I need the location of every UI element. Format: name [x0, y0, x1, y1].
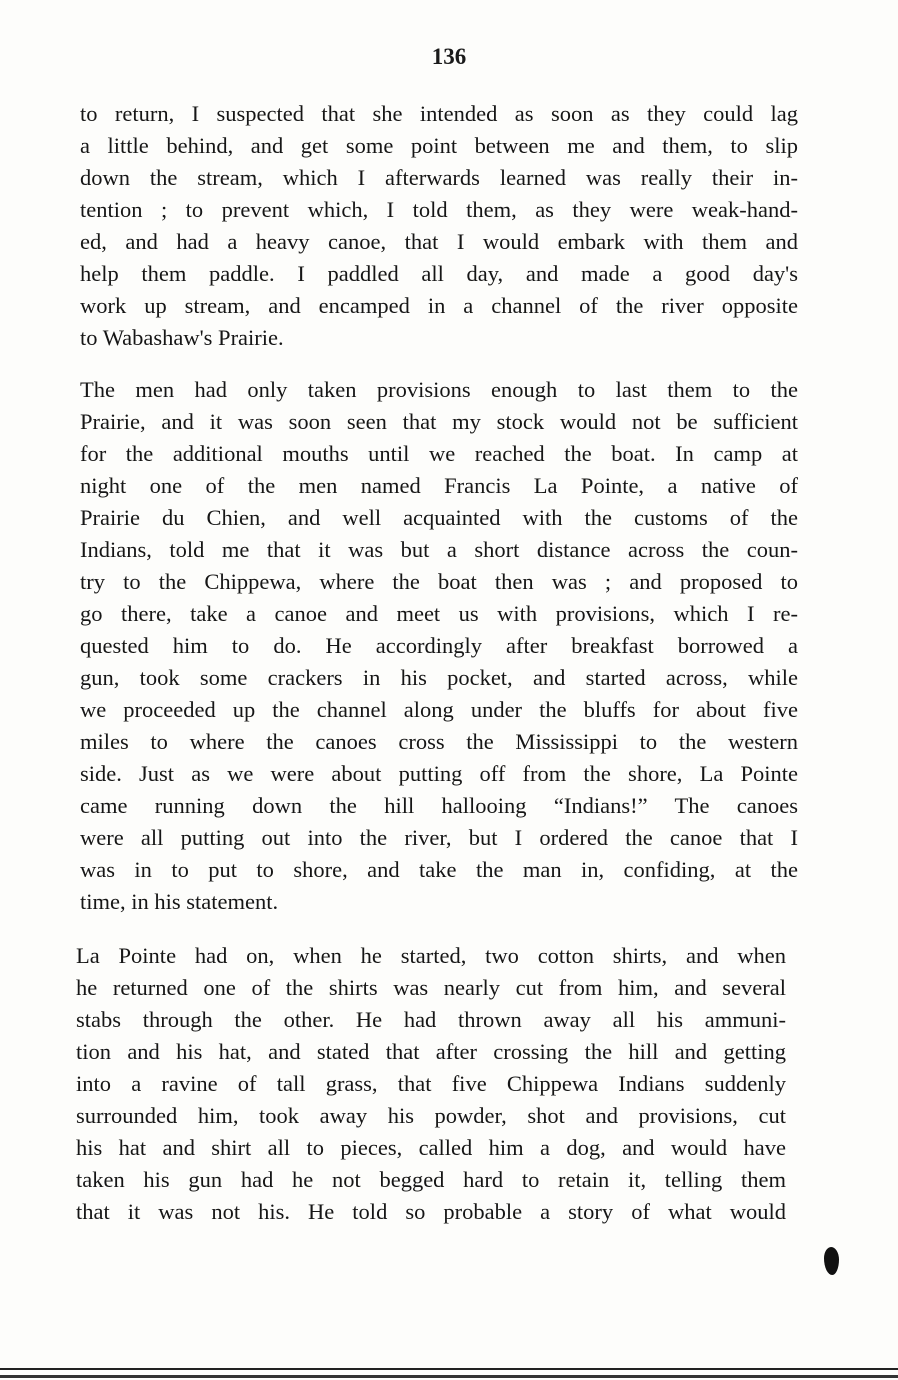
text-line: into a ravine of tall grass, that five Chippewa Indians suddenly — [76, 1071, 786, 1096]
text-line: La Pointe had on, when he started, two cotton shirts, and when — [76, 943, 786, 968]
text-line: surrounded him, took away his powder, shot and provisions, cut — [76, 1103, 786, 1128]
text-line: taken his gun had he not begged hard to retain it, telling them — [76, 1167, 786, 1192]
text-line: for the additional mouths until we reached the boat. In camp at — [80, 441, 798, 466]
text-line: to return, I suspected that she intended as soon as they could lag — [80, 101, 798, 126]
text-line: we proceeded up the channel along under the bluffs for about five — [80, 697, 798, 722]
text-line: night one of the men named Francis La Pointe, a native of — [80, 473, 798, 498]
text-line: time, in his statement. — [80, 889, 279, 914]
text-line: work up stream, and encamped in a channel of the river opposite — [80, 293, 798, 318]
text-line: The men had only taken provisions enough to last them to the — [80, 377, 798, 402]
text-line: Prairie, and it was soon seen that my stock would not be sufficient — [80, 409, 798, 434]
text-line: his hat and shirt all to pieces, called him a dog, and would have — [76, 1135, 786, 1160]
text-line: tention ; to prevent which, I told them, as they were weak-hand- — [80, 197, 798, 222]
text-line: quested him to do. He accordingly after breakfast borrowed a — [80, 633, 798, 658]
text-line: side. Just as we were about putting off from the shore, La Pointe — [80, 761, 798, 786]
paragraph-1 — [80, 98, 798, 354]
ink-blot-mark — [824, 1247, 839, 1275]
text-line: were all putting out into the river, but I ordered the canoe that I — [80, 825, 798, 850]
paragraph-3 — [76, 940, 786, 1228]
paragraph-2 — [80, 374, 798, 918]
text-line: try to the Chippewa, where the boat then was ; and proposed to — [80, 569, 798, 594]
text-line: help them paddle. I paddled all day, and made a good day's — [80, 261, 798, 286]
text-line: Prairie du Chien, and well acquainted with the customs of the — [80, 505, 798, 530]
page-bottom-edge — [0, 1368, 898, 1370]
text-line: came running down the hill hallooing “Indians!” The canoes — [80, 793, 798, 818]
page-bottom-edge-shadow — [0, 1375, 898, 1378]
text-line: miles to where the canoes cross the Mississippi to the western — [80, 729, 798, 754]
page-number: 136 — [431, 44, 467, 69]
text-line: that it was not his. He told so probable a story of what would — [76, 1199, 786, 1224]
text-line: down the stream, which I afterwards learned was really their in- — [80, 165, 798, 190]
text-line: stabs through the other. He had thrown away all his ammuni- — [76, 1007, 786, 1032]
text-line: a little behind, and get some point between me and them, to slip — [80, 133, 798, 158]
text-line: Indians, told me that it was but a short distance across the coun- — [80, 537, 798, 562]
text-line: gun, took some crackers in his pocket, and started across, while — [80, 665, 798, 690]
text-line: go there, take a canoe and meet us with provisions, which I re- — [80, 601, 798, 626]
text-line: he returned one of the shirts was nearly cut from him, and several — [76, 975, 786, 1000]
text-line: was in to put to shore, and take the man in, confiding, at the — [80, 857, 798, 882]
text-line: to Wabashaw's Prairie. — [80, 325, 284, 350]
text-line: tion and his hat, and stated that after crossing the hill and getting — [76, 1039, 786, 1064]
text-line: ed, and had a heavy canoe, that I would embark with them and — [80, 229, 798, 254]
